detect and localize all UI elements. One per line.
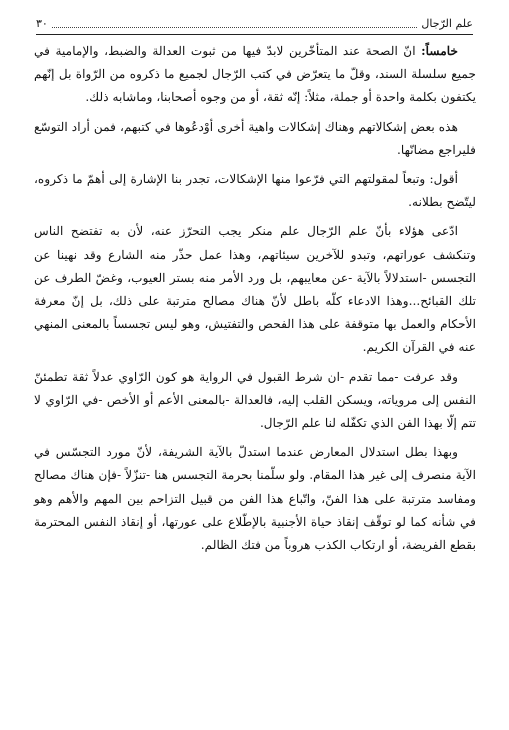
paragraph: وبهذا بطل استدلال المعارض عندما استدلّ بالآية الشريفة، لأنّ مورد التجسّس في الآية منصرف إلى غير هذا المقام. ولو سلّمنا بحرمة التجسس هنا -تنزّلاً -فإن هناك مصالح ومفاسد مترتبة على هذا الفنّ، واتّباع هذا الفن من قبيل التزاحم بين المهم والأهم وهو في شأنه كما لو توقّف إنقاذ حياة الأجنبية بالإطّلاع على عورتها، أو إنقاذ النفس المحترمة بقطع الفريضة، أو ارتكاب الكذب هروباً من فتك الظالم. xyxy=(34,445,476,553)
paragraph: ادّعى هؤلاء بأنّ علم الرّجال علم منكر يجب التحرّز عنه، لأن به تفتضح الناس وتنكشف عوراتهم، وتبدو للآخرين سيئاتهم، وهذا عمل حذّر منه الشارع وقد نهينا عن التجسس -استدلالاً بالآية -عن معايبهم، بل ورد الأمر منه بستر العيوب، وغضّ الطرف عن تلك القبائح...وهذا الادعاء كلّه باطل لأنّ هناك مصالح مترتبة على ذلك، بل إنّ معرفة الأحكام والعمل بها متوقفة على هذا الفحص والتفتيش، وهو ليس تجسساً بالمعنى المنهي عنه في القرآن الكريم. xyxy=(34,224,476,355)
paragraph: وقد عرفت -مما تقدم -ان شرط القبول في الرواية هو كون الرّاوي عدلاً ثقة تطمئنّ النفس إلى مروياته، ويسكن القلب إليه، فالعدالة -بالمعنى الأعم أو الأخص -في الرّاوي لا تتم إلّا بهذا الفن الذي تكفّله لنا علم الرّجال. xyxy=(34,369,476,431)
header-dot-leader xyxy=(52,27,418,28)
page-number: ٣٠ xyxy=(36,17,48,30)
paragraph: هذه بعض إشكالاتهم وهناك إشكالات واهية أخرى أوْدعُوها في كتبهم، فمن أراد التوسّع فليراجع مضانّها. xyxy=(34,119,476,157)
page-header xyxy=(36,10,473,32)
paragraph-lead: خامساً: xyxy=(421,44,458,58)
paragraph-fifth-point xyxy=(34,40,476,110)
header-rule xyxy=(36,34,473,35)
body-text xyxy=(34,40,476,557)
running-title: علم الرّجال xyxy=(421,17,473,30)
paragraph-text: انّ الصحة عند المتأخّرين لابدّ فيها من ثبوت العدالة والضبط، والإمامية في جميع سلسلة السند، وقلّ ما يتعرّض في كتب الرّجال لجميع ما ذكروه من الرّواة بل إنّهم يكتفون بكلمة واحدة أو جملة، مثلاً: إنّه ثقة، أو من وجوه أصحابنا، وماشابه ذلك. xyxy=(34,44,476,105)
paragraph: أقول: وتبعاً لمقولتهم التي فرّعوا منها الإشكالات، تجدر بنا الإشارة إلى أهمّ ما ذكروه، ليتّضح بطلانه. xyxy=(34,172,476,210)
